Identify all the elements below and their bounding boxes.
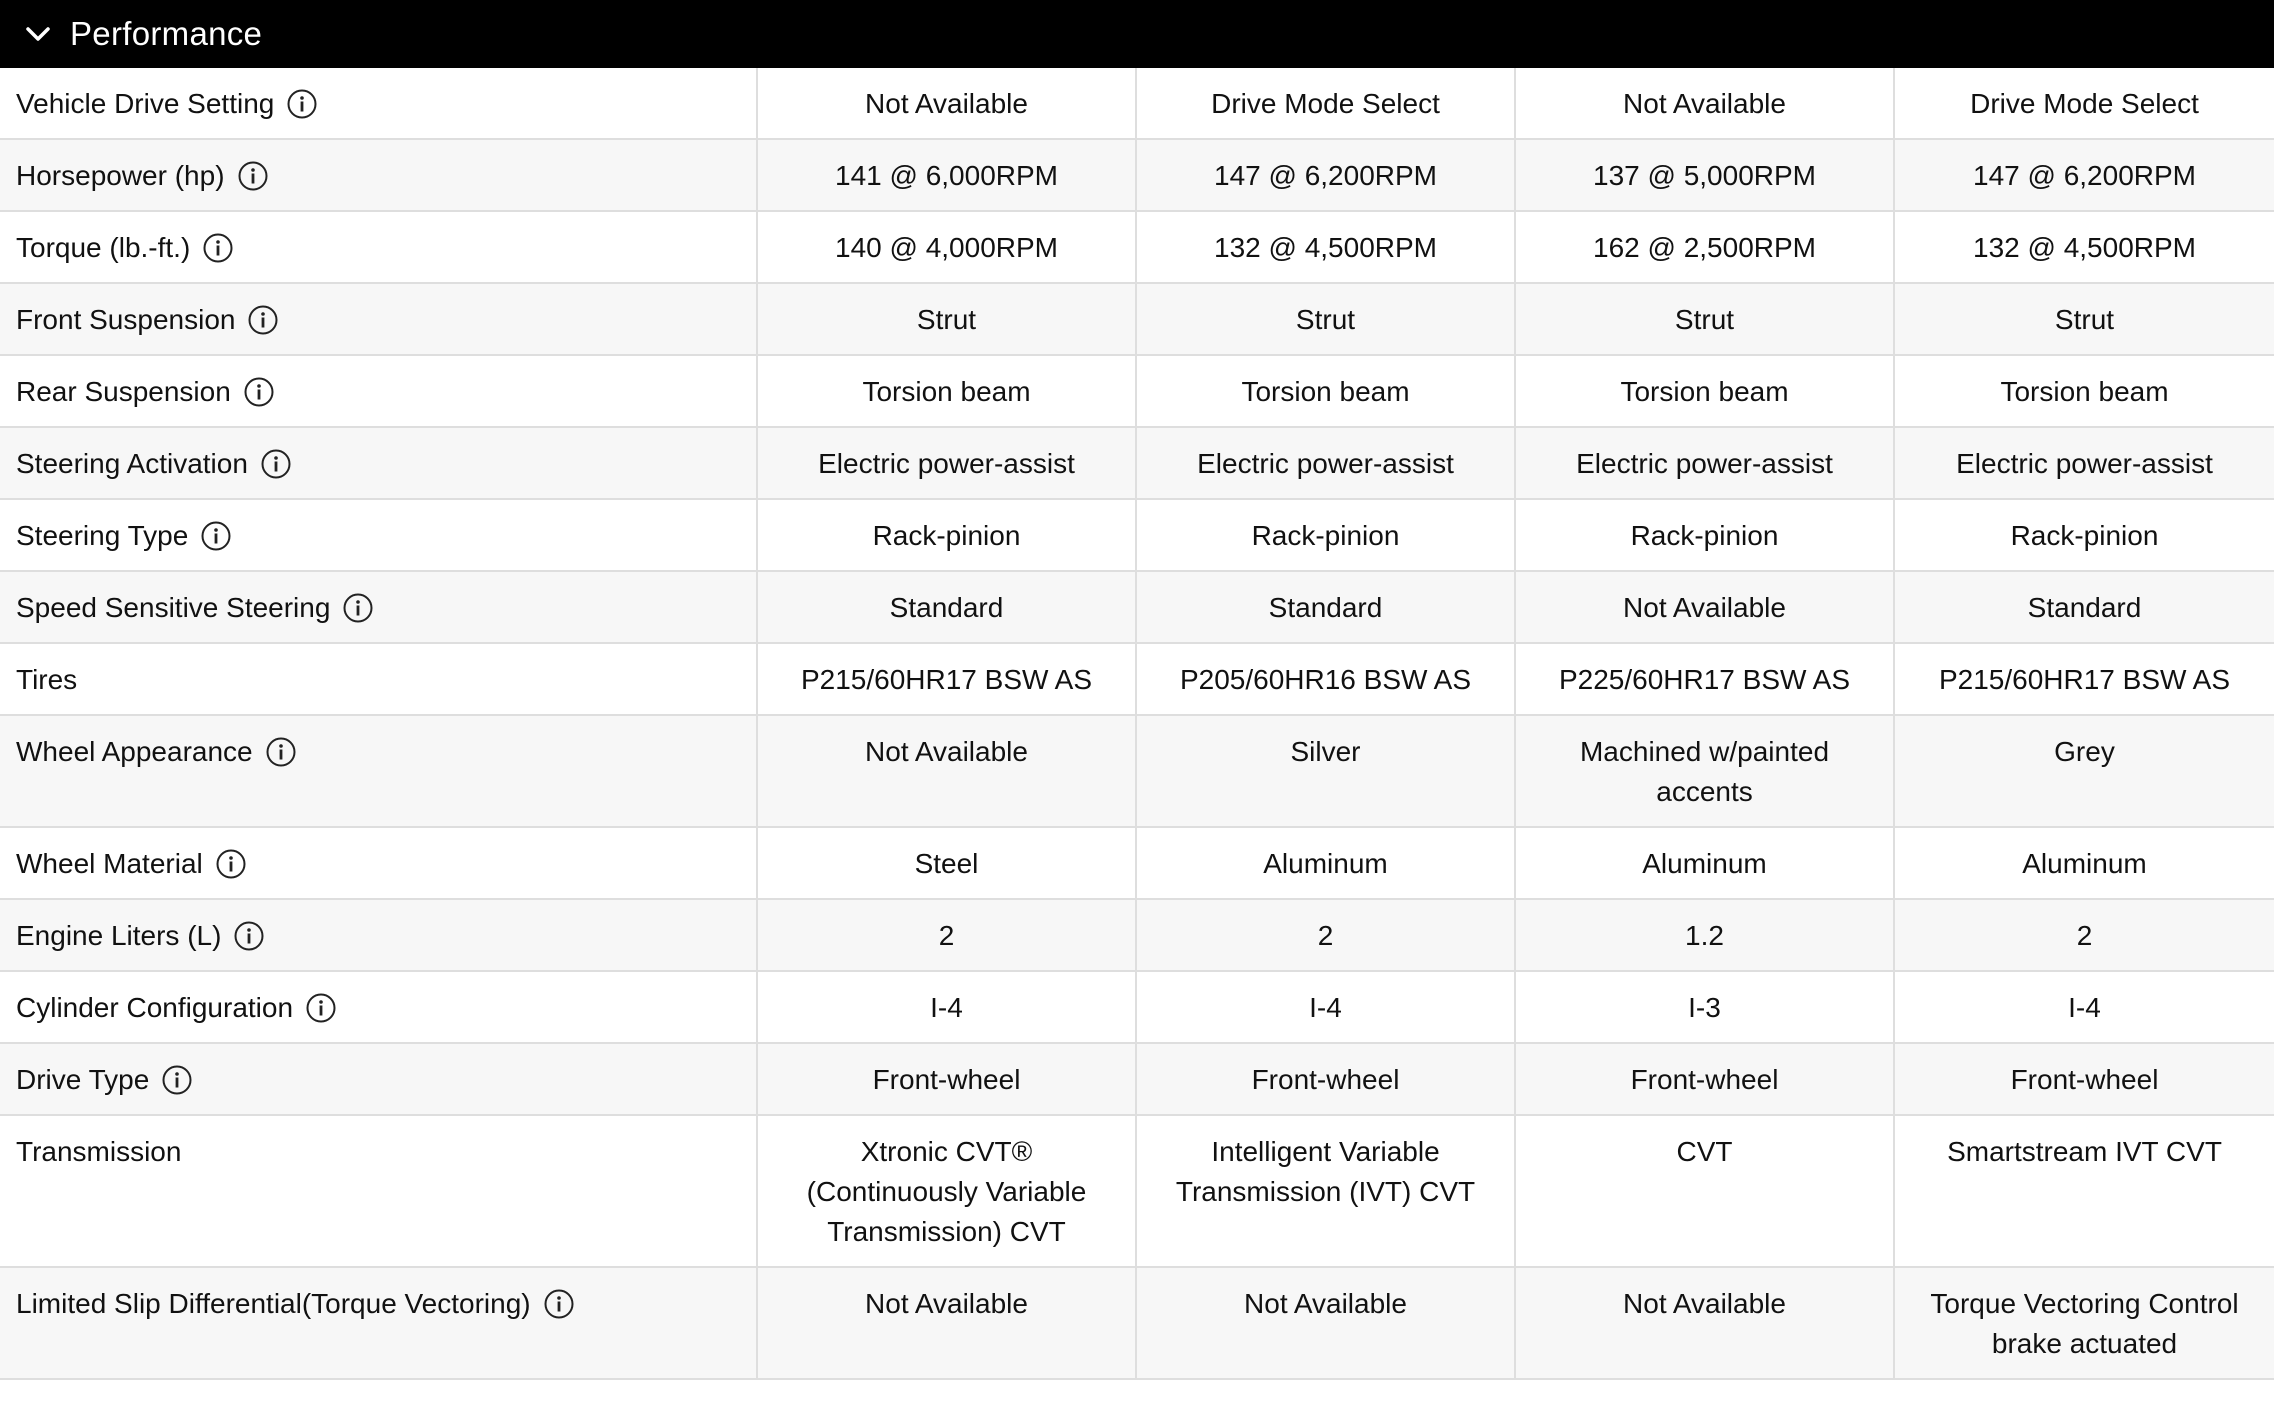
spec-value-cell: Not Available: [1516, 1268, 1895, 1378]
spec-value-cell: Aluminum: [1137, 828, 1516, 898]
spec-value-cell: 132 @ 4,500RPM: [1973, 232, 2196, 263]
table-row: [0, 140, 2274, 212]
spec-value-cell: Not Available: [758, 1268, 1137, 1378]
row-label-cell: [0, 828, 758, 898]
info-icon[interactable]: [161, 1064, 193, 1096]
spec-value-cell: Drive Mode Select: [1970, 88, 2199, 119]
spec-value-cell: P225/60HR17 BSW AS: [1516, 644, 1895, 714]
spec-value-cell: I-4: [758, 972, 1137, 1042]
row-label-cell: [0, 140, 758, 210]
spec-value-cell: Torsion beam: [1137, 356, 1516, 426]
row-label: Wheel Material: [16, 848, 203, 879]
row-label: Speed Sensitive Steering: [16, 592, 331, 623]
row-label-cell: [0, 972, 758, 1042]
row-label-cell: [0, 572, 758, 642]
section-title: Performance: [70, 15, 263, 52]
row-label: Transmission: [16, 1136, 182, 1167]
info-icon[interactable]: [286, 88, 318, 120]
spec-value-cell: Machined w/painted accents: [1516, 716, 1895, 826]
info-icon[interactable]: [233, 920, 265, 952]
table-row: [0, 428, 2274, 500]
row-label: Tires: [16, 664, 78, 695]
info-icon[interactable]: [215, 848, 247, 880]
row-label: Horsepower (hp): [16, 160, 225, 191]
info-icon[interactable]: [265, 736, 297, 768]
spec-value-cell: 140 @ 4,000RPM: [758, 212, 1137, 282]
row-label-cell: [0, 1116, 758, 1266]
spec-value-cell: Torque Vectoring Control brake actuated: [1930, 1288, 2239, 1359]
spec-value-cell: I-4: [1137, 972, 1516, 1042]
spec-value-cell: P205/60HR16 BSW AS: [1137, 644, 1516, 714]
row-label-cell: [0, 68, 758, 138]
spec-value-cell: CVT: [1516, 1116, 1895, 1266]
spec-value-cell: Electric power-assist: [1956, 448, 2213, 479]
row-label: Limited Slip Differential(Torque Vectoring): [16, 1288, 531, 1319]
spec-value-cell: 1.2: [1516, 900, 1895, 970]
spec-value-cell: Not Available: [758, 716, 1137, 826]
table-row: [0, 644, 2274, 716]
table-row: [0, 572, 2274, 644]
spec-value-cell: Not Available: [1516, 572, 1895, 642]
spec-value-cell: 147 @ 6,200RPM: [1137, 140, 1516, 210]
section-header-performance[interactable]: [0, 0, 2274, 68]
table-row: [0, 212, 2274, 284]
row-label-cell: [0, 356, 758, 426]
row-label: Vehicle Drive Setting: [16, 88, 275, 119]
spec-value-cell: Standard: [758, 572, 1137, 642]
row-label-cell: [0, 428, 758, 498]
row-label-cell: [0, 1044, 758, 1114]
spec-value-cell: P215/60HR17 BSW AS: [758, 644, 1137, 714]
row-label: Cylinder Configuration: [16, 992, 294, 1023]
spec-value-cell: 2: [2076, 920, 2093, 951]
info-icon[interactable]: [237, 160, 269, 192]
info-icon[interactable]: [543, 1288, 575, 1320]
table-row: [0, 500, 2274, 572]
row-label-cell: [0, 1268, 758, 1378]
spec-value-cell: Silver: [1137, 716, 1516, 826]
spec-value-cell: Rack-pinion: [758, 500, 1137, 570]
table-row: [0, 284, 2274, 356]
spec-value-cell: Strut: [1516, 284, 1895, 354]
table-row: [0, 900, 2274, 972]
spec-value-cell: Smartstream IVT CVT: [1947, 1136, 2222, 1167]
spec-value-cell: Electric power-assist: [1137, 428, 1516, 498]
row-label-cell: [0, 900, 758, 970]
spec-value-cell: Strut: [1137, 284, 1516, 354]
row-label-cell: [0, 212, 758, 282]
info-icon[interactable]: [247, 304, 279, 336]
spec-value-cell: Torsion beam: [758, 356, 1137, 426]
table-row: [0, 972, 2274, 1044]
row-label: Steering Activation: [16, 448, 248, 479]
row-label: Engine Liters (L): [16, 920, 222, 951]
table-row: [0, 1044, 2274, 1116]
spec-value-cell: 132 @ 4,500RPM: [1137, 212, 1516, 282]
info-icon[interactable]: [202, 232, 234, 264]
info-icon[interactable]: [243, 376, 275, 408]
info-icon[interactable]: [305, 992, 337, 1024]
chevron-down-icon[interactable]: [18, 14, 58, 54]
table-row: [0, 356, 2274, 428]
spec-value-cell: Standard: [1137, 572, 1516, 642]
table-row: [0, 716, 2274, 828]
spec-value-cell: Electric power-assist: [758, 428, 1137, 498]
row-label-cell: [0, 644, 758, 714]
spec-value-cell: Strut: [2054, 304, 2115, 335]
spec-value-cell: Electric power-assist: [1516, 428, 1895, 498]
spec-value-cell: Aluminum: [2022, 848, 2147, 879]
spec-value-cell: Not Available: [758, 68, 1137, 138]
spec-value-cell: I-4: [2068, 992, 2101, 1023]
table-row: [0, 68, 2274, 140]
spec-value-cell: Rack-pinion: [1137, 500, 1516, 570]
row-label: Torque (lb.-ft.): [16, 232, 191, 263]
info-icon[interactable]: [342, 592, 374, 624]
spec-value-cell: Rack-pinion: [2010, 520, 2159, 551]
row-label: Drive Type: [16, 1064, 150, 1095]
spec-value-cell: 2: [1137, 900, 1516, 970]
spec-value-cell: P215/60HR17 BSW AS: [1938, 664, 2231, 695]
row-label: Front Suspension: [16, 304, 236, 335]
table-row: [0, 1268, 2274, 1380]
table-row: [0, 1116, 2274, 1268]
spec-value-cell: Front-wheel: [758, 1044, 1137, 1114]
spec-value-cell: Torsion beam: [2000, 376, 2169, 407]
row-label: Rear Suspension: [16, 376, 231, 407]
spec-value-cell: Front-wheel: [1516, 1044, 1895, 1114]
spec-value-cell: Front-wheel: [2010, 1064, 2159, 1095]
spec-value-cell: Grey: [2054, 736, 2115, 767]
spec-value-cell: Not Available: [1516, 68, 1895, 138]
spec-value-cell: Intelligent Variable Transmission (IVT) CVT: [1137, 1116, 1516, 1266]
info-icon[interactable]: [200, 520, 232, 552]
spec-value-cell: Steel: [758, 828, 1137, 898]
spec-value-cell: Front-wheel: [1137, 1044, 1516, 1114]
spec-value-cell: 162 @ 2,500RPM: [1516, 212, 1895, 282]
row-label: Steering Type: [16, 520, 189, 551]
spec-value-cell: Torsion beam: [1516, 356, 1895, 426]
spec-value-cell: 2: [758, 900, 1137, 970]
row-label-cell: [0, 284, 758, 354]
performance-spec-table: [0, 68, 2274, 1380]
spec-value-cell: Aluminum: [1516, 828, 1895, 898]
row-label-cell: [0, 716, 758, 826]
spec-value-cell: Standard: [2027, 592, 2142, 623]
row-label-cell: [0, 500, 758, 570]
row-label: Wheel Appearance: [16, 736, 253, 767]
spec-value-cell: Strut: [758, 284, 1137, 354]
spec-value-cell: Not Available: [1137, 1268, 1516, 1378]
spec-value-cell: 137 @ 5,000RPM: [1516, 140, 1895, 210]
spec-value-cell: Drive Mode Select: [1137, 68, 1516, 138]
spec-value-cell: 141 @ 6,000RPM: [758, 140, 1137, 210]
table-row: [0, 828, 2274, 900]
spec-value-cell: 147 @ 6,200RPM: [1973, 160, 2196, 191]
spec-value-cell: I-3: [1516, 972, 1895, 1042]
spec-value-cell: Rack-pinion: [1516, 500, 1895, 570]
spec-value-cell: Xtronic CVT® (Continuously Variable Transmission) CVT: [758, 1116, 1137, 1266]
info-icon[interactable]: [260, 448, 292, 480]
